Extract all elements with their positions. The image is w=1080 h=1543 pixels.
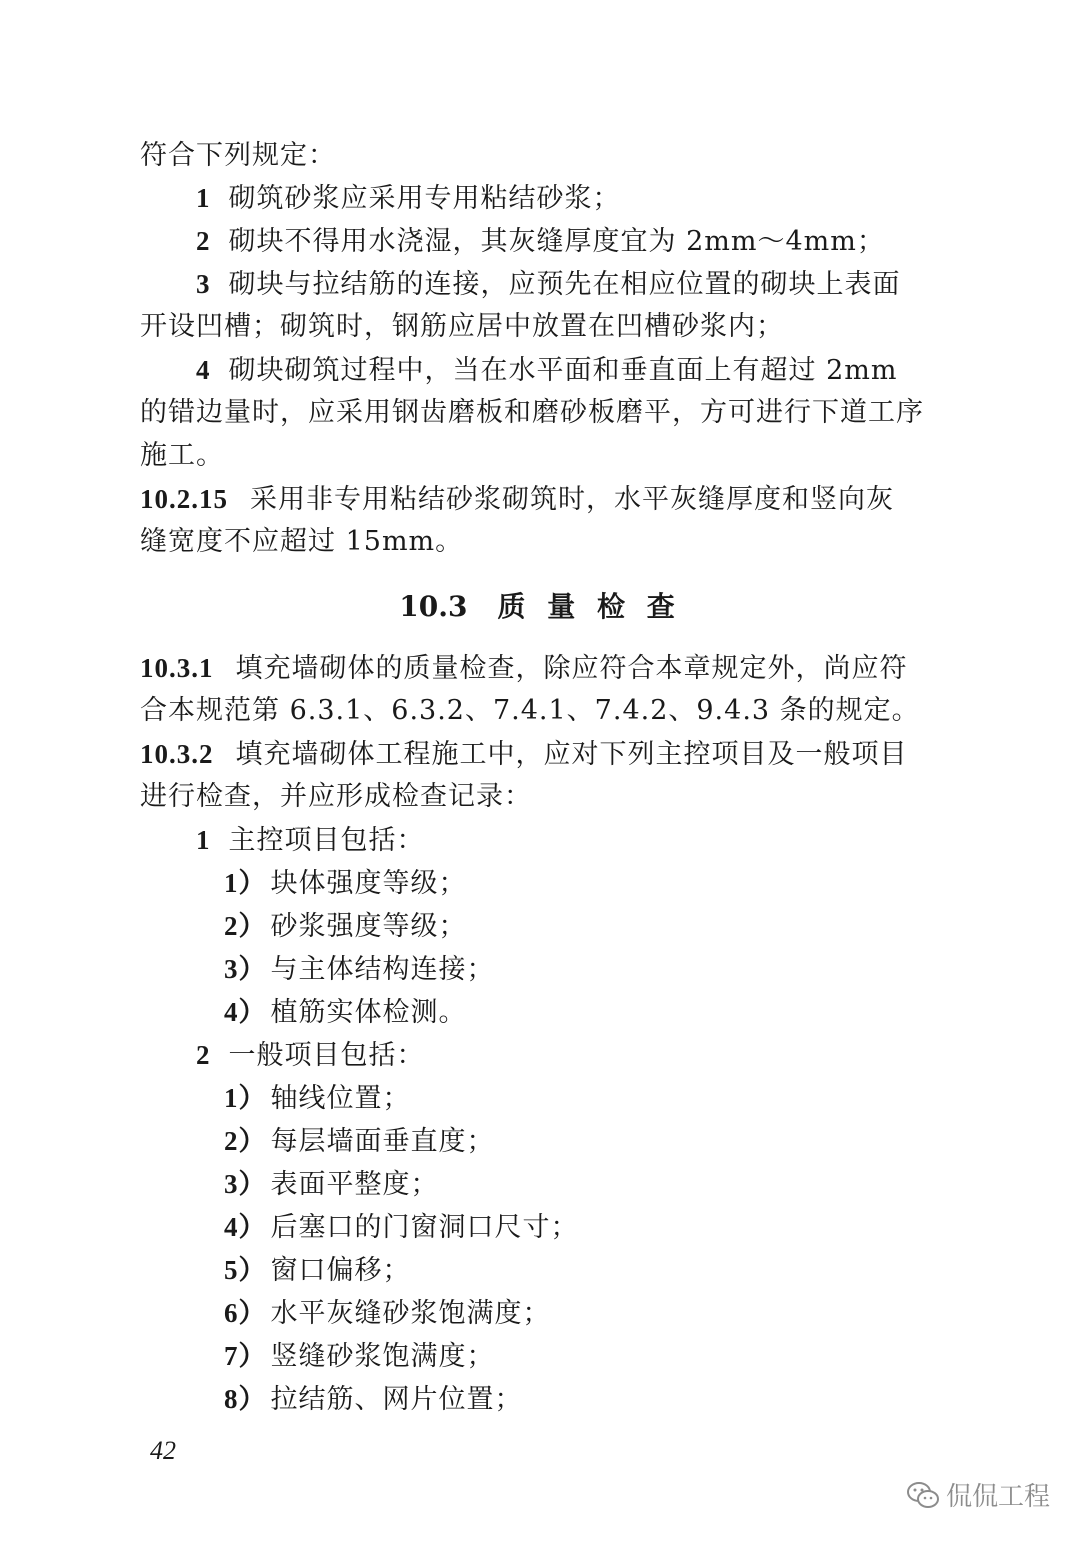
sub-item-text: 表面平整度；	[270, 1169, 439, 1200]
section-heading	[0, 585, 1080, 625]
text-span: 进行检查，并应形成检查记录：	[140, 781, 532, 812]
item-line	[0, 820, 1080, 861]
clause-line	[0, 479, 1080, 520]
sub-item-line	[0, 1121, 1080, 1162]
wechat-icon	[906, 1480, 940, 1510]
item-text: 砌筑砂浆应采用专用粘结砂浆；	[228, 183, 621, 214]
sub-item-number: 6）	[224, 1298, 267, 1328]
sub-item-number: 2）	[224, 1126, 267, 1156]
item-line	[0, 1035, 1080, 1076]
sub-item-number: 1）	[224, 868, 267, 898]
sub-item-text: 每层墙面垂直度；	[270, 1126, 495, 1157]
sub-item-number: 1）	[224, 1083, 267, 1113]
text-line	[0, 436, 1080, 476]
item-number: 3	[196, 269, 211, 299]
sub-item-line	[0, 863, 1080, 904]
clause-line	[0, 734, 1080, 775]
clause-text: 填充墙砌体的质量检查，除应符合本章规定外，尚应符	[235, 653, 908, 684]
text-line	[0, 522, 1080, 562]
sub-item-line	[0, 1379, 1080, 1420]
sub-item-text: 块体强度等级；	[270, 868, 467, 899]
sub-item-number: 8）	[224, 1384, 267, 1414]
item-number: 1	[196, 183, 211, 213]
item-number: 1	[196, 825, 211, 855]
sub-item-line	[0, 906, 1080, 947]
sub-item-line	[0, 1250, 1080, 1291]
sub-item-text: 与主体结构连接；	[270, 954, 495, 985]
clause-text: 填充墙砌体工程施工中，应对下列主控项目及一般项目	[235, 739, 908, 770]
item-line	[0, 350, 1080, 391]
text-line	[0, 307, 1080, 347]
text-span: 合本规范第 6.3.1、6.3.2、7.4.1、7.4.2、9.4.3 条的规定。	[140, 695, 920, 726]
sub-item-number: 4）	[224, 1212, 267, 1242]
text-line	[0, 777, 1080, 817]
sub-item-number: 2）	[224, 911, 267, 941]
item-number: 4	[196, 355, 211, 385]
text-span: 开设凹槽；砌筑时，钢筋应居中放置在凹槽砂浆内；	[140, 311, 784, 342]
sub-item-text: 拉结筋、网片位置；	[270, 1384, 523, 1415]
watermark	[906, 1476, 1050, 1513]
sub-item-line	[0, 992, 1080, 1033]
item-line	[0, 178, 1080, 219]
clause-number: 10.2.15	[140, 484, 228, 514]
item-text: 砌块砌筑过程中，当在水平面和垂直面上有超过 2mm	[228, 355, 898, 386]
clause-line	[0, 648, 1080, 689]
text-span: 的错边量时，应采用钢齿磨板和磨砂板磨平，方可进行下道工序	[140, 397, 924, 428]
text-span: 施工。	[140, 440, 224, 471]
sub-item-number: 3）	[224, 954, 267, 984]
sub-item-number: 4）	[224, 997, 267, 1027]
sub-item-line	[0, 1293, 1080, 1334]
clause-number: 10.3.1	[140, 653, 214, 683]
item-line	[0, 264, 1080, 305]
item-number: 2	[196, 1040, 211, 1070]
item-number: 2	[196, 226, 211, 256]
sub-item-number: 7）	[224, 1341, 267, 1371]
sub-item-line	[0, 1336, 1080, 1377]
item-text: 砌块不得用水浇湿，其灰缝厚度宜为 2mm～4mm；	[228, 226, 885, 257]
item-text: 一般项目包括：	[228, 1040, 425, 1071]
sub-item-text: 窗口偏移；	[270, 1255, 411, 1286]
sub-item-text: 植筋实体检测。	[270, 997, 467, 1028]
sub-item-line	[0, 1207, 1080, 1248]
sub-item-text: 竖缝砂浆饱满度；	[270, 1341, 495, 1372]
sub-item-text: 轴线位置；	[270, 1083, 411, 1114]
item-text: 主控项目包括：	[228, 825, 425, 856]
clause-text: 采用非专用粘结砂浆砌筑时，水平灰缝厚度和竖向灰	[250, 484, 894, 515]
sub-item-line	[0, 1078, 1080, 1119]
sub-item-text: 后塞口的门窗洞口尺寸；	[270, 1212, 579, 1243]
item-line	[0, 221, 1080, 262]
sub-item-text: 砂浆强度等级；	[270, 911, 467, 942]
sub-item-line	[0, 949, 1080, 990]
sub-item-number: 3）	[224, 1169, 267, 1199]
section-number: 10.3	[399, 590, 468, 623]
sub-item-text: 水平灰缝砂浆饱满度；	[270, 1298, 551, 1329]
section-title-text: 质 量 检 查	[497, 590, 681, 623]
clause-number: 10.3.2	[140, 739, 214, 769]
watermark-text: 侃侃工程	[946, 1482, 1051, 1512]
text-line	[0, 136, 1080, 176]
text-line	[0, 393, 1080, 433]
sub-item-number: 5）	[224, 1255, 267, 1285]
page-number: 42	[150, 1436, 176, 1465]
sub-item-line	[0, 1164, 1080, 1205]
text-span: 符合下列规定：	[140, 140, 336, 171]
item-text: 砌块与拉结筋的连接，应预先在相应位置的砌块上表面	[228, 269, 901, 300]
text-span: 缝宽度不应超过 15mm。	[140, 526, 464, 557]
text-line	[0, 691, 1080, 731]
